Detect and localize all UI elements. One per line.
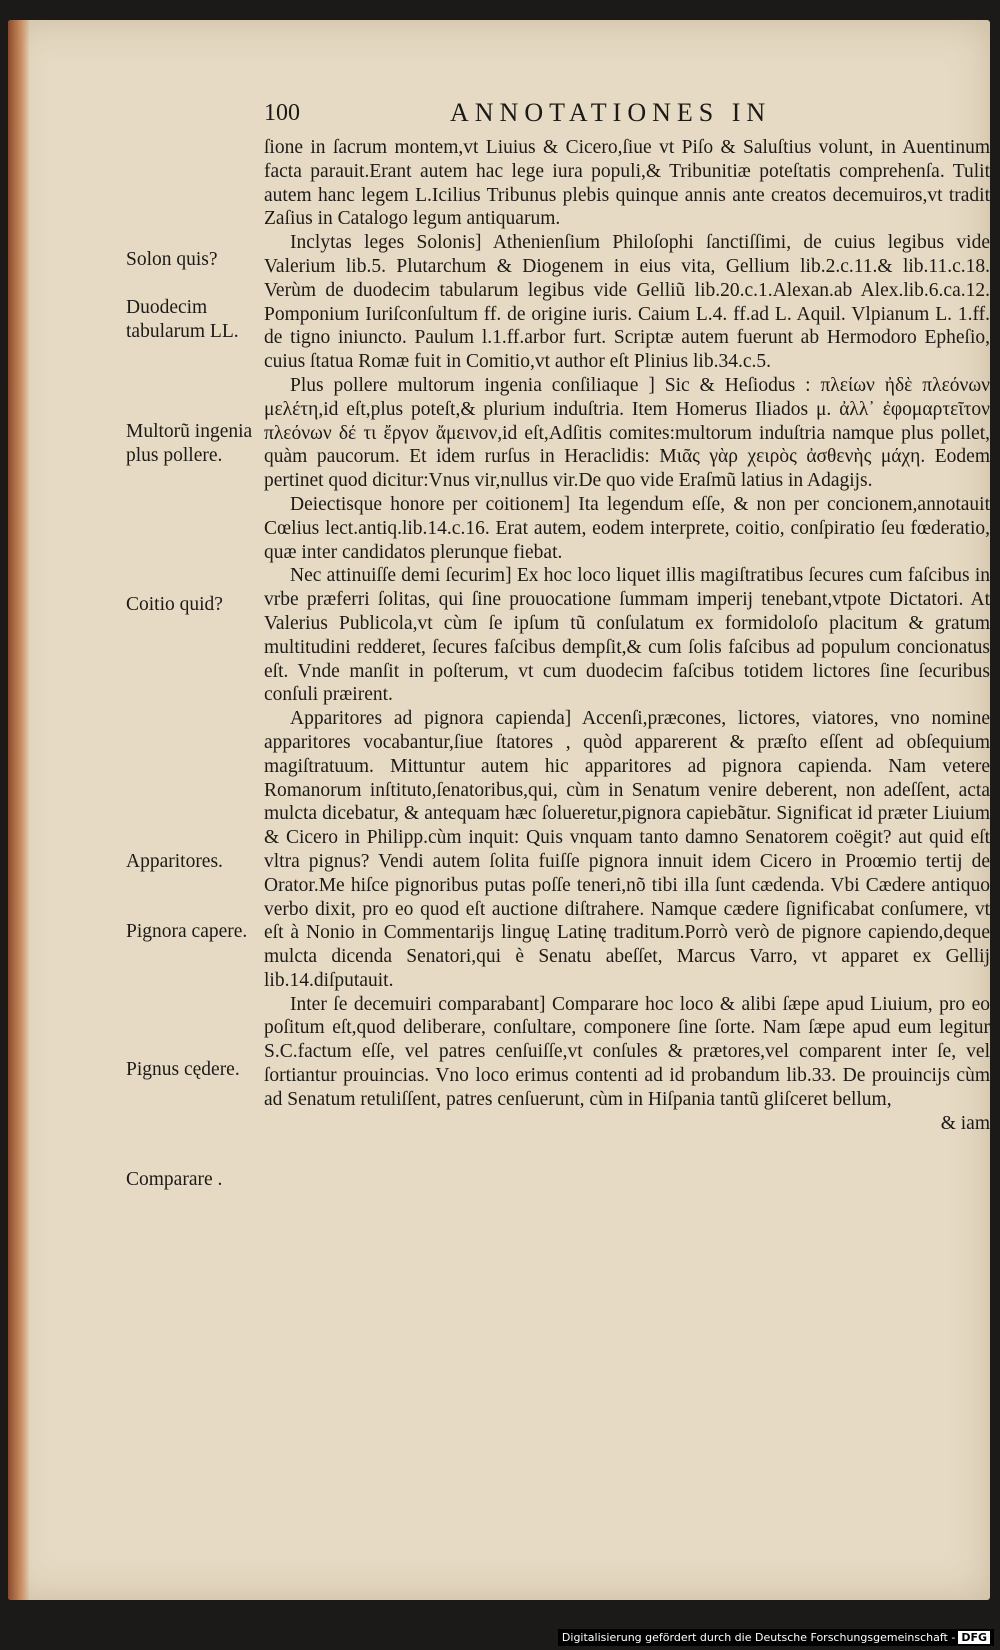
book-page (8, 20, 990, 1600)
digitization-footer (558, 1629, 994, 1646)
margin-note: Multorũ ingenia plus pollere. (126, 421, 253, 466)
page-header (8, 78, 1000, 127)
margin-note: Comparare . (126, 1169, 223, 1190)
paragraph: Deiectisque honore per coitionem] Ita legendum eſſe, & non per concionem,annotauit Cœlius lect.antiq.lib.14.c.16. Erat autem, eodem interprete, coitio, conſpiratio ſeu fœderatio, quæ inter candidatos plerunque fiebat. (264, 493, 990, 563)
footer-text: Digitalisierung gefördert durch die Deutsche Forschungsgemeinschaft - (561, 1631, 956, 1644)
paragraph: Inter ſe decemuiri comparabant] Comparare hoc loco & alibi ſæpe apud Liuium, pro eo poſitum eſt,quod deliberare, conſultare, componere ſine ſorte. Nam ſæpe apud eum legitur S.C.factum eſſe, vel patres cenſuiſſe,vt conſules & prætores,vel comparent inter ſe, vel ſortiantur prouincias. Vno loco erimus contenti ad id probandum lib.33. De prouincijs cùm ad Senatum retuliſſent, patres cenſuerunt, cùm in Hiſpania tantũ gliſceret bellum, (264, 993, 990, 1110)
paragraph: Apparitores ad pignora capienda] Accenſi,præcones, lictores, viatores, vno nomine apparitores vocabantur,ſiue ſtatores , quòd apparerent & præſto eſſent ad obſequium magiſtratuum. Mittuntur autem hic apparitores ad pignora capienda. Nam vetere Romanorum inſtituto,ſenatoribus,qui, cùm in Senatum venire deberent, non adeſſent, acta mulcta dicebatur, & antequam hæc ſolueretur,pignora capiebãtur. Significat id præter Liuium & Cicero in Philipp.cùm inquit: Quis vnquam tanto damno Senatorem coëgit? aut quid eſt vltra pignus? Vendi autem ſolita fuiſſe pignora innuit idem Cicero in Proœmio tertij de Orator.Me hiſce pignoribus putas poſſe teneri,nõ tibi illa ſunt cædenda. Vbi Cædere antiquo verbo dixit, pro eo quod eſt auctione diſtrahere. Namque cædere ſignificabat conſumere, vt eſt à Nonio in Commentarijs linguę Latinę traditum.Porrò verò de pignore capiendo,deque mulcta dicenda Senatori,qui è Senatu abeſſet, Marcus Varro, vt apparet ex Gellij lib.14.diſputauit. (264, 708, 990, 991)
dfg-logo: DFG (958, 1631, 990, 1644)
paragraph: Inclytas leges Solonis] Athenienſium Philoſophi ſanctiſſimi, de cuius legibus vide Valerium lib.5. Plutarchum & Diogenem in eius vita, Gellium lib.2.c.11.& lib.11.c.18. Verùm de duodecim tabularum legibus vide Gelliũ lib.20.c.1.Alexan.ab Alex.lib.6.ca.12. Pomponium Iuriſconſultum ff. de origine iuris. Caium L.4. ff.ad L. Aquil. Vlpianum L. 1.ff. de tigno iniuncto. Paulum l.1.ff.arbor furt. Scriptæ autem fuerunt ab Hermodoro Epheſio, cuius ſtatua Romæ fuit in Comitio,vt author eſt Plinius lib.34.c.5. (264, 232, 990, 373)
page-number: 100 (264, 100, 300, 126)
margin-note: Pignus cędere. (126, 1059, 240, 1080)
running-head: ANNOTATIONES IN (450, 98, 772, 127)
paragraph: Plus pollere multorum ingenia conſiliaque ] Sic & Heſiodus : πλείων ἠδὲ πλεόνων μελέτη,id eſt,plus poteſt,& plurium induſtria. Item Homerus Iliados μ. ἀλλ᾽ ἐφομαρτεῖτον πλεόνων δέ τι ἔργον ἄμεινον,id eſt,Adſitis comites:multorum induſtria namque plus pollet, quàm paucorum. Et idem rurſus in Heraclidis: Μιᾶς γὰρ χειρὸς ἀσθενὴς μάχη. Eodem pertinet quod dicitur:Vnus vir,nullus vir.De quo vide Eraſmũ latius in Adagijs. (264, 374, 990, 492)
margin-note: Duodecim tabularum LL. (126, 297, 239, 342)
margin-note: Coitio quid? (126, 594, 223, 615)
main-text (264, 136, 990, 1135)
margin-note: Pignora capere. (126, 921, 248, 942)
catchword: & iam (940, 1112, 990, 1134)
paragraph: Nec attinuiſſe demi ſecurim] Ex hoc loco liquet illis magiſtratibus ſecures cum faſcibus in vrbe præferri ſolitas, qui ſine prouocatione ſummam imperij tenebant,vtpote Dictatori. At Valerius Publicola,vt cùm ſe ipſum tũ conſulatum ex formidoloſo placitum & gratum multitudini redderet, ſecures faſcibus dempſit,& cum ſolis faſcibus ad populum concionatus eſt. Vnde manſit in poſterum, vt cum duodecim faſcibus totidem lictores ſine ſecuribus conſuli præirent. (264, 565, 990, 706)
margin-note: Solon quis? (126, 249, 218, 270)
paragraph: ſione in ſacrum montem,vt Liuius & Cicero,ſiue vt Piſo & Saluſtius volunt, in Auentinum facta parauit.Erant autem hac lege iura populi,& Tribunitiæ poteſtatis comprehenſa. Tulit autem hanc legem L.Icilius Tribunus plebis quinque annis ante creatos decemuiros,vt tradit Zaſius in Catalogo legum antiquarum. (264, 137, 990, 230)
margin-note: Apparitores. (126, 851, 223, 872)
